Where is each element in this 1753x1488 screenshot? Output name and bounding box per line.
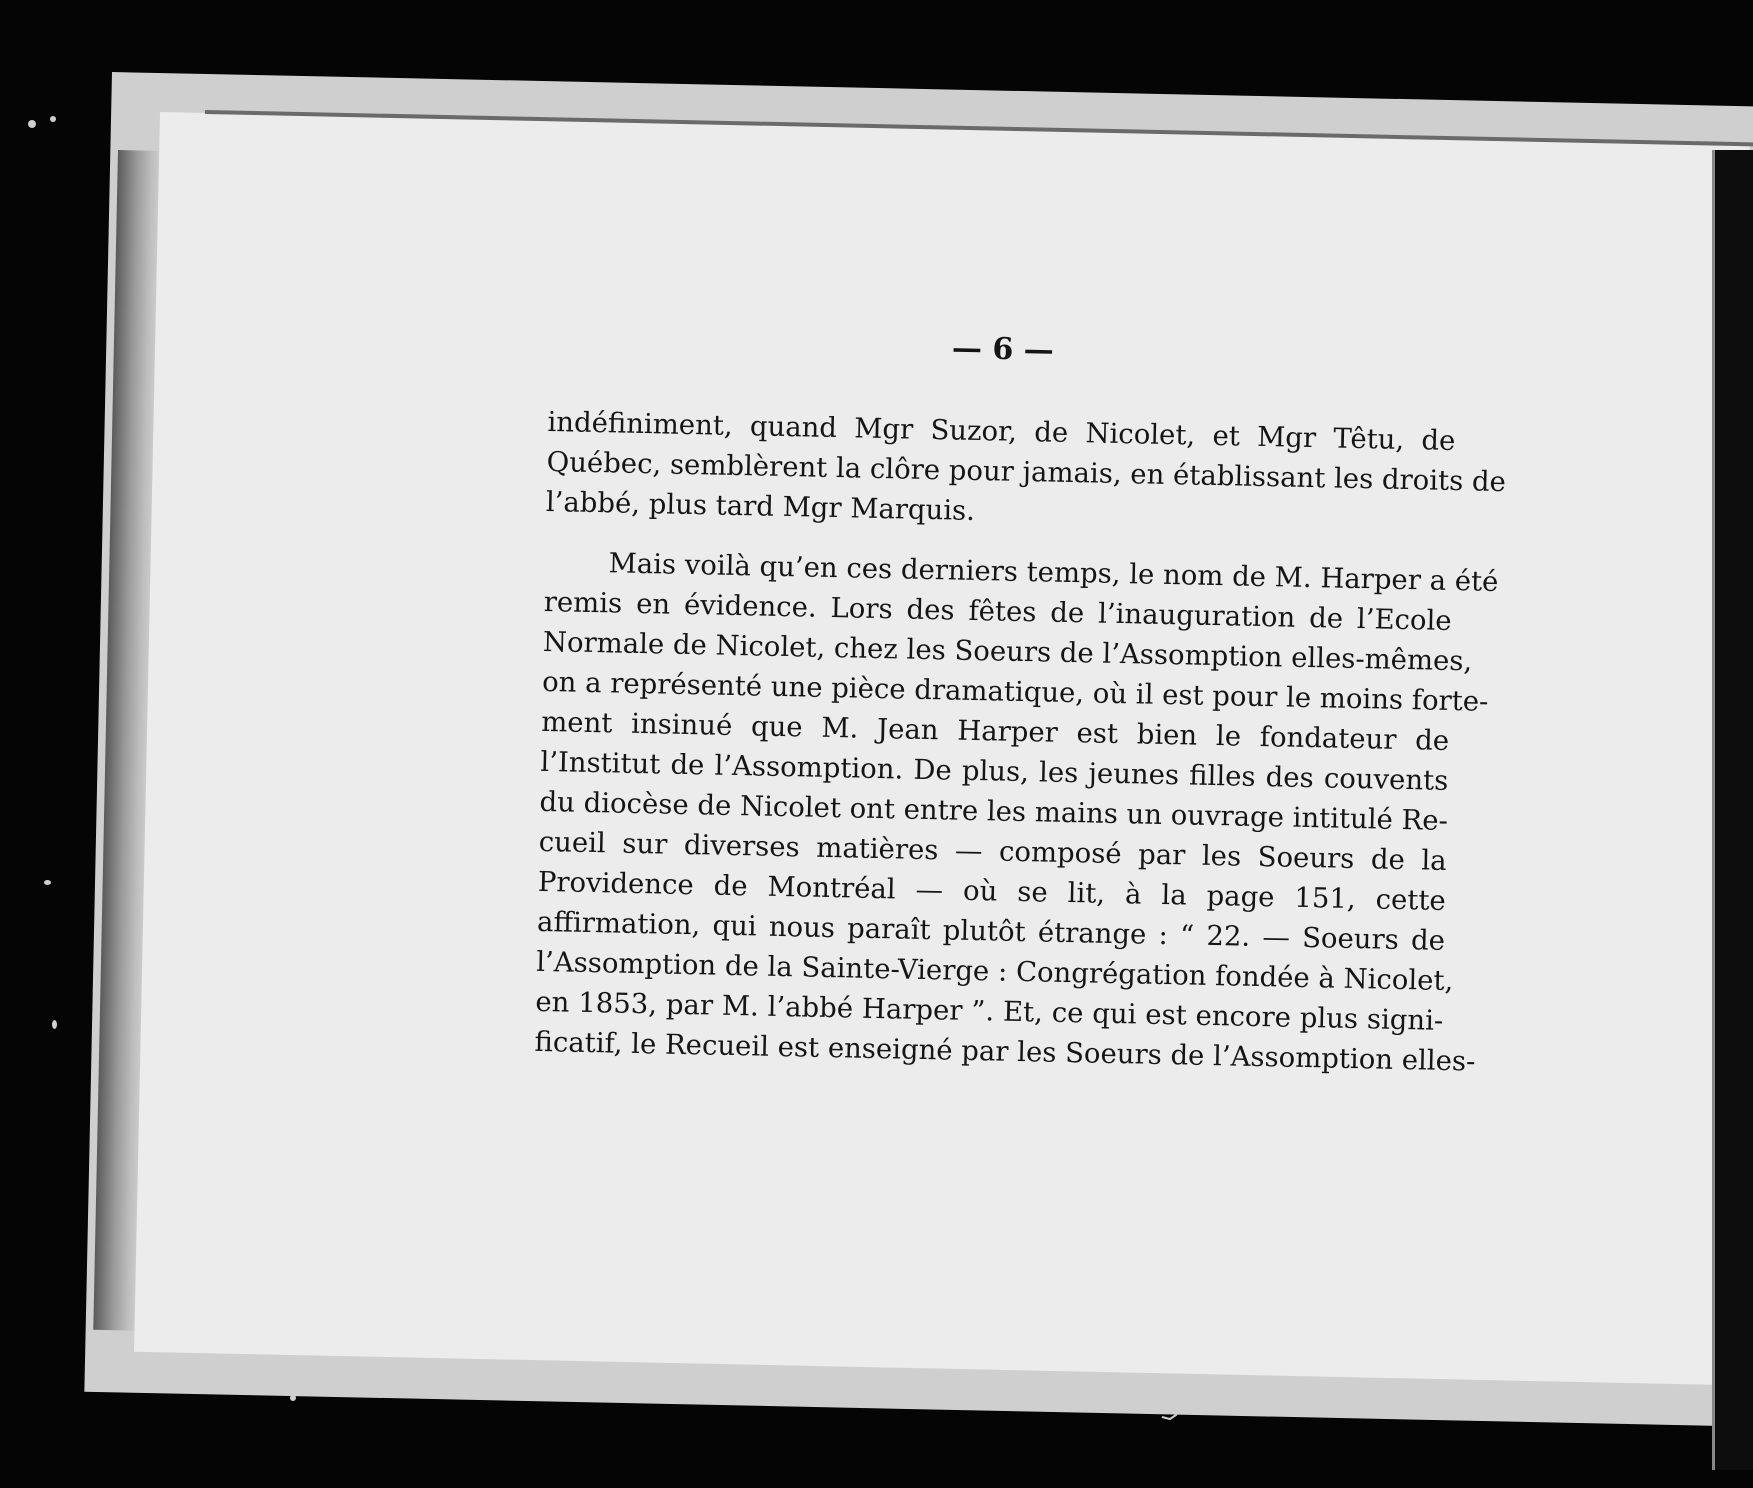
scan-speck bbox=[52, 1020, 57, 1029]
text-line: du diocèse de Nicolet ont entre les mains un ouvrage intitulé Re- bbox=[539, 785, 1449, 837]
text-line: indéfiniment, quand Mgr Suzor, de Nicolet, et Mgr Têtu, de bbox=[547, 405, 1456, 458]
text-line: Mais voilà qu’en ces derniers temps, le nom de M. Harper a été bbox=[608, 547, 1499, 598]
text-line: Normale de Nicolet, chez les Soeurs de l’Assomption elles-mêmes, bbox=[542, 625, 1473, 678]
scan-speck bbox=[50, 116, 56, 122]
scan-speck bbox=[290, 1395, 296, 1401]
text-line: cueil sur diverses matières — composé par les Soeurs de la bbox=[538, 825, 1447, 877]
next-leaf-edge bbox=[1712, 150, 1753, 1470]
next-leaf-edge-line bbox=[1712, 150, 1715, 1470]
text-line: affirmation, qui nous paraît plutôt étrange : “ 22. — Soeurs de bbox=[536, 905, 1446, 957]
text-line: Québec, semblèrent la clôre pour jamais, en établissant les droits de bbox=[546, 445, 1507, 499]
scan-speck bbox=[44, 880, 51, 885]
text-line: remis en évidence. Lors des fêtes de l’inauguration de l’Ecole bbox=[543, 585, 1452, 637]
text-line: l’abbé, plus tard Mgr Marquis. bbox=[545, 485, 976, 527]
text-line: ficatif, le Recueil est enseigné par les Soeurs de l’Assomption elles- bbox=[534, 1025, 1476, 1078]
text-line: on a représenté une pièce dramatique, où il est pour le moins forte- bbox=[541, 665, 1489, 718]
pen-mark bbox=[1160, 1395, 1196, 1425]
text-line: en 1853, par M. l’abbé Harper ”. Et, ce qui est encore plus signi- bbox=[535, 985, 1444, 1037]
body-text bbox=[534, 402, 1507, 1081]
paragraph bbox=[545, 402, 1507, 541]
page-number: — 6 — bbox=[951, 330, 1055, 369]
text-line: l’Institut de l’Assomption. De plus, les jeunes filles des couvents bbox=[540, 745, 1449, 797]
text-line: ment insinué que M. Jean Harper est bien le fondateur de bbox=[540, 705, 1450, 757]
text-line: l’Assomption de la Sainte-Vierge : Congrégation fondée à Nicolet, bbox=[535, 945, 1454, 998]
text-line: Providence de Montréal — où se lit, à la page 151, cette bbox=[537, 865, 1447, 917]
scan-speck bbox=[28, 120, 36, 128]
paragraph bbox=[534, 542, 1499, 1081]
